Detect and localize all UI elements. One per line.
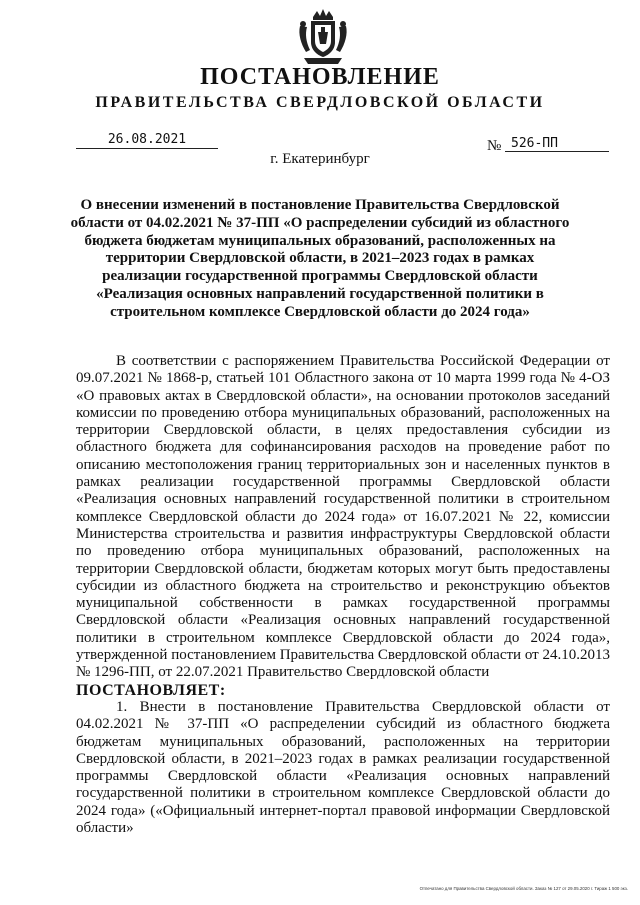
sverdlovsk-coat-of-arms-icon xyxy=(296,8,350,66)
document-number: 526-ПП xyxy=(505,136,609,152)
issuing-authority: ПРАВИТЕЛЬСТВА СВЕРДЛОВСКОЙ ОБЛАСТИ xyxy=(95,94,545,111)
document-date: 26.08.2021 xyxy=(76,132,218,149)
item-1-paragraph: 1. Внести в постановление Правительства Свердловской области от 04.02.2021 № 37-ПП «О распределении субсидий из областного бюджета бюджетам муниципальных образований, расположенных на территории Свердловской области, в 2021–2023 годах в рамках реализации государственной программы Свердловской области «Реализация основных направлений государственной политики в строительном комплексе Свердловской области до 2024 года» («Официальный интернет-портал правовой информации Свердловской области» xyxy=(76,698,610,837)
number-label: № xyxy=(487,138,502,154)
document-subject: О внесении изменений в постановление Правительства Свердловской области от 04.02.2021 № 37-ПП «О распределении субсидий из областного бюджета бюджетам муниципальных образований, расположенных на территории Свердловской области, в 2021–2023 годах в рамках реализации государственной программы Свердловской области «Реализация основных направлений государственной политики в строительном комплексе Свердловской области до 2024 года» xyxy=(70,197,570,320)
document-type-title: ПОСТАНОВЛЕНИЕ xyxy=(200,64,440,90)
preamble-paragraph: В соответствии с распоряжением Правительства Российской Федерации от 09.07.2021 № 1868-р, статьей 101 Областного закона от 10 марта 1999 года № 4-ОЗ «О правовых актах в Свердловской области», на основании протоколов заседаний комиссии по проведению отбора муниципальных образований, расположенных на территории Свердловской области, в целях предоставления субсидии из областного бюджета для софинансирования расходов на проведение работ по описанию местоположения границ территориальных зон и населенных пунктов в рамках реализации государственной программы Свердловской области «Реализация основных направлений государственной политики в строительном комплексе Свердловской области до 2024 года» от 16.07.2021 № 22, комиссии Министерства строительства и развития инфраструктуры Свердловской области по проведению отбора муниципальных образований, расположенных на территории Свердловской области, бюджетам которых могут быть предоставлены субсидии из областного бюджета на строительство и реконструкцию объектов муниципальной собственности в рамках государственной программы Свердловской области «Реализация основных направлений государственной политики в строительном комплексе Свердловской области до 2024 года», утвержденной постановлением Правительства Свердловской области от 24.10.2013 № 1296-ПП, от 22.07.2021 Правительство Свердловской области xyxy=(76,353,610,681)
print-footer: Отпечатано для Правительства Свердловской области. Заказ № 127 от 29.05.2020 г. Тираж 1 500 экз. xyxy=(419,886,628,891)
decree-word: ПОСТАНОВЛЯЕТ: xyxy=(76,681,226,699)
document-body xyxy=(76,353,610,837)
city: г. Екатеринбург xyxy=(270,151,370,167)
